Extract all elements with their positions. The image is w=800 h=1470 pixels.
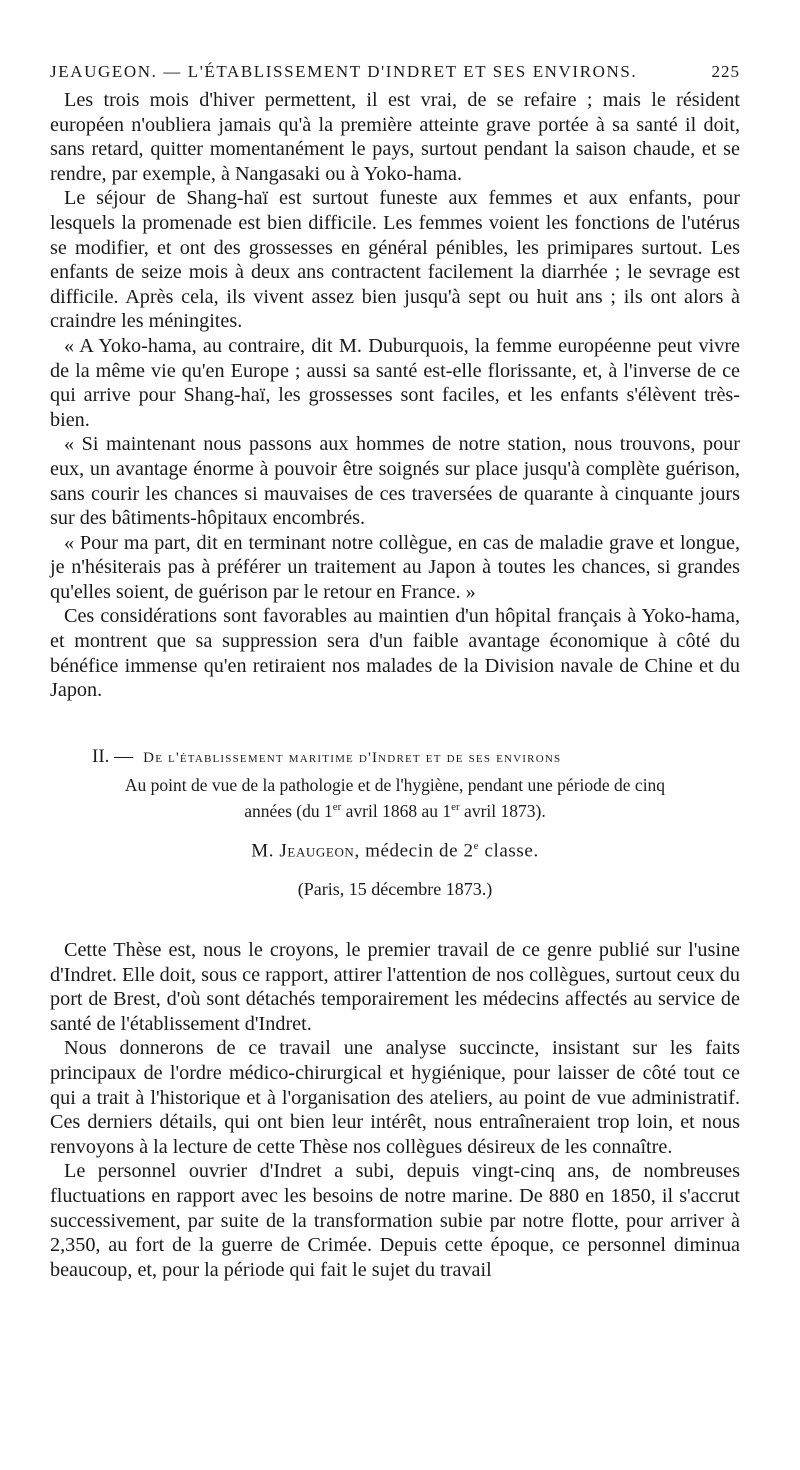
paragraph: « A Yoko-hama, au contraire, dit M. Duburquois, la femme européenne peut vivre de la même vie qu'en Europe ; aussi sa santé est-elle florissante, et, à l'inverse de ce qui arrive pour Shang-haï, les grossesses sont faciles, et les enfants s'élèvent très-bien. xyxy=(50,334,740,431)
superscript: e xyxy=(473,839,480,852)
author-name: Jeaugeon xyxy=(279,840,355,861)
section-subtitle-line2 xyxy=(50,796,740,822)
author-line xyxy=(50,840,740,862)
paragraph: Le séjour de Shang-haï est surtout funeste aux femmes et aux enfants, pour lesquels la promenade est bien difficile. Les femmes voient les fonctions de l'utérus se modifier, et ont des grossesses en général pénibles, les primipares surtout. Les enfants de seize mois à deux ans contractent facilement la diarrhée ; le sevrage est difficile. Après cela, ils vivent assez bien jusqu'à sept ou huit ans ; ils ont alors à craindre les méningites. xyxy=(50,187,740,333)
running-header xyxy=(50,62,740,82)
subtitle-part: avril 1868 au 1 xyxy=(341,800,452,821)
author-role: , médecin de 2 xyxy=(354,840,474,861)
subtitle-part: avril 1873). xyxy=(459,800,546,821)
author-prefix: M. xyxy=(251,840,280,861)
page-number: 225 xyxy=(711,62,740,81)
body-text-bottom xyxy=(50,938,740,1282)
running-title: JEAUGEON. — L'ÉTABLISSEMENT D'INDRET ET SES ENVIRONS. xyxy=(50,62,638,81)
superscript: er xyxy=(332,800,342,813)
paragraph: « Si maintenant nous passons aux hommes de notre station, nous trouvons, pour eux, un avantage énorme à pouvoir être soignés sur place jusqu'à complète guérison, sans courir les chances si mauvaises de ces traversées de quarante à cinquante jours sur des bâtiments-hôpitaux encombrés. xyxy=(50,433,740,530)
superscript: er xyxy=(451,800,460,813)
section-subtitle-line1: Au point de vue de la pathologie et de l'hygiène, pendant une période de cinq xyxy=(124,774,666,795)
place-date: (Paris, 15 décembre 1873.) xyxy=(297,879,493,899)
author-role-end: classe. xyxy=(479,840,539,861)
section-title: De l'établissement maritime d'Indret et de ses environs xyxy=(143,749,562,766)
paragraph: Nous donnerons de ce travail une analyse succincte, insistant sur les faits principaux de l'ordre médico-chirurgical et hygiénique, pour laisser de côté tout ce qui a trait à l'historique et à l'organisation des ateliers, au point de vue administratif. Ces derniers détails, qui ont bien leur intérêt, nous entraîneraient trop loin, et nous renvoyons à la lecture de cette Thèse nos collègues désireux de les connaître. xyxy=(50,1037,740,1158)
section-heading xyxy=(92,746,740,768)
body-text-top xyxy=(50,88,740,703)
paragraph: Cette Thèse est, nous le croyons, le premier travail de ce genre publié sur l'usine d'Indret. Elle doit, sous ce rapport, attirer l'attention de nos collègues, surtout ceux du port de Brest, d'où sont détachés temporairement les médecins affectés au service de santé de l'établissement d'Indret. xyxy=(50,939,740,1035)
paragraph: Le personnel ouvrier d'Indret a subi, depuis vingt-cinq ans, de nombreuses fluctuations en rapport avec les besoins de notre marine. De 880 en 1850, il s'accrut successivement, par suite de la transformation subie par notre flotte, pour arriver à 2,350, au fort de la guerre de Crimée. Depuis cette époque, ce personnel diminua beaucoup, et, pour la période qui fait le sujet du travail xyxy=(50,1160,740,1281)
paragraph: « Pour ma part, dit en terminant notre collègue, en cas de maladie grave et longue, je n'hésiterais pas à préférer un traitement au Japon à toutes les chances, si grandes qu'elles soient, de guérison par le retour en France. » xyxy=(50,531,740,603)
paragraph: Ces considérations sont favorables au maintien d'un hôpital français à Yoko-hama, et montrent que sa suppression sera d'un faible avantage économique à côté du bénéfice immense qu'en retiraient nos malades de la Division navale de Chine et du Japon. xyxy=(50,605,740,702)
paragraph: Les trois mois d'hiver permettent, il est vrai, de se refaire ; mais le résident européen n'oubliera jamais qu'à la première atteinte grave portée à sa santé il doit, sans retard, quitter momentanément le pays, surtout pendant la saison chaude, et se rendre, par exemple, à Nangasaki ou à Yoko-hama. xyxy=(50,89,740,185)
section-number: II. — xyxy=(92,745,134,767)
subtitle-part: années (du 1 xyxy=(244,800,333,821)
page xyxy=(50,62,740,1282)
